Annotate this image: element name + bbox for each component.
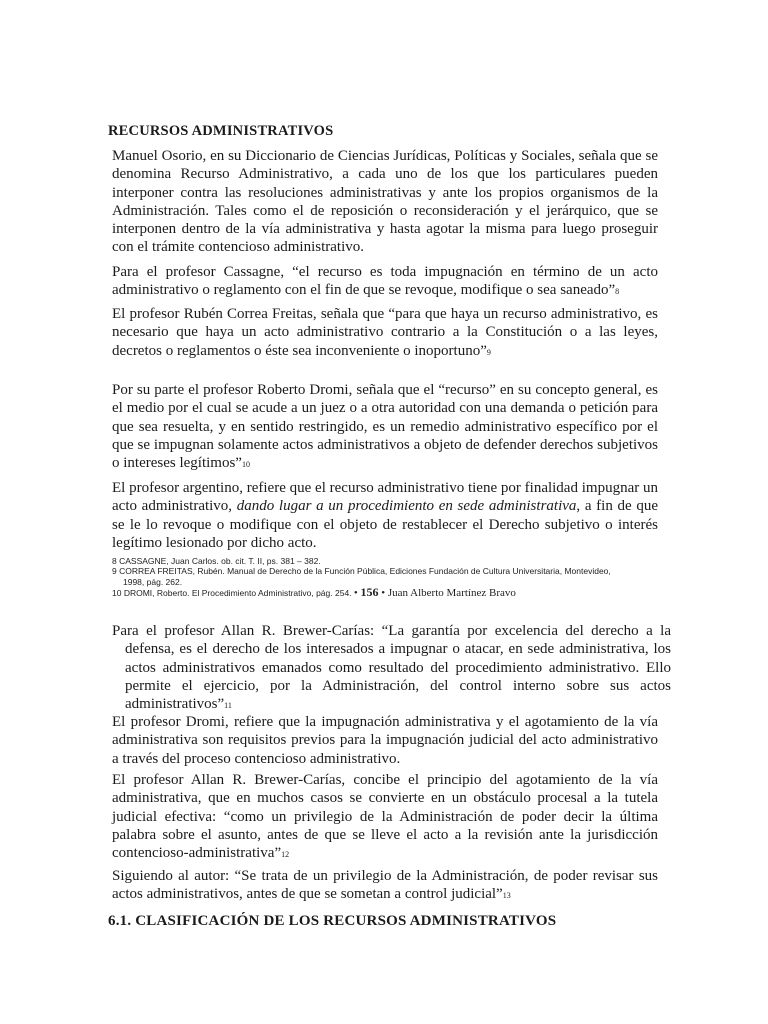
paragraph-osorio bbox=[112, 147, 658, 257]
paragraph-correa-freitas bbox=[112, 305, 658, 362]
running-footer: • Juan Alberto Martínez Bravo bbox=[381, 587, 516, 599]
paragraph-dromi-impugnacion bbox=[112, 713, 658, 768]
footnote-ref: 8 bbox=[615, 287, 620, 297]
footnote-8: 8 CASSAGNE, Juan Carlos. ob. cit. T. II, ps. 381 – 382. bbox=[112, 556, 321, 566]
footnote-text: 1998, pág. 262. bbox=[123, 576, 183, 587]
footnote-ref: 9 bbox=[486, 347, 491, 357]
footnote-ref: 13 bbox=[502, 891, 511, 901]
page-number: 156 bbox=[360, 585, 379, 599]
footnote-ref: 10 bbox=[241, 460, 250, 470]
paragraph-text: Para el profesor Cassagne, “el recurso es toda impugnación en término de un acto administrativo o reglamento con el fin de que se revoque, modifique o sea saneado” bbox=[112, 264, 658, 299]
paragraph-text: Manuel Osorio, en su Diccionario de Ciencias Jurídicas, Políticas y Sociales, señala que se denomina Recurso Administrativo, a cada uno de los que los particulares pueden interponer contra las resoluciones administrativas y ante los propios organismos de la Administración. Tales como el de reposición o reconsideración y el jerárquico, que se interponen dentro de la vía administrativa y hasta agotar la misma para luego proseguir con el trámite contencioso administrativo. bbox=[112, 148, 658, 256]
paragraph-siguiendo bbox=[112, 867, 658, 906]
paragraph-text: Siguiendo al autor: “Se trata de un privilegio de la Administración, de poder revisar sus actos administrativos, antes de que se sometan a control judicial” bbox=[112, 868, 658, 903]
page-footer bbox=[354, 587, 516, 599]
paragraph-dromi bbox=[112, 381, 658, 474]
footnote-ref: 11 bbox=[224, 701, 232, 711]
footnote-text: 9 CORREA FREITAS, Rubén. Manual de Derecho de la Función Pública, Ediciones Fundación de Cultura Universitaria, Montevideo, bbox=[112, 566, 611, 576]
paragraph-brewer-carias-1 bbox=[112, 622, 671, 715]
paragraph-text: El profesor Allan R. Brewer-Carías, concibe el principio del agotamiento de la vía administrativa, que en muchos casos se convierte en un obstáculo procesal a la tutela judicial efectiva: “como un privilegio de la Administración de poder decir la última palabra sobre el asunto, antes de que se lleve el acto a la revisión ante la jurisdicción contencioso-administrativa” bbox=[112, 772, 658, 862]
section-heading: RECURSOS ADMINISTRATIVOS bbox=[108, 123, 334, 139]
section-heading-6-1: 6.1. CLASIFICACIÓN DE LOS RECURSOS ADMINISTRATIVOS bbox=[108, 913, 557, 929]
footnote-ref: 12 bbox=[281, 850, 290, 860]
paragraph-emphasis: dando lugar a un procedimiento en sede administrativa bbox=[236, 498, 577, 515]
paragraph-text: El profesor Rubén Correa Freitas, señala que “para que haya un recurso administrativo, es necesario que haya un acto administrativo contrario a la Constitución o a las leyes, decretos o reglamentos o éste sea inconveniente o inoportuno” bbox=[112, 306, 658, 359]
paragraph-text: , a fin de que se le lo revoque o modifique con el objeto de restablecer el Derecho subjetivo o interés legítimo lesionado por dicho acto. bbox=[112, 498, 658, 551]
paragraph-brewer-carias-2 bbox=[112, 771, 658, 864]
paragraph-text: Para el profesor Allan R. Brewer-Carías: “La garantía por excelencia del derecho a la defensa, es el derecho de los interesados a impugnar o atacar, en sede administrativa, los actos administrativos emanados como resultado del procedimiento administrativo. Ello permite el ejercicio, por la Administración, del control interno sobre sus actos administrativos” bbox=[112, 623, 671, 713]
paragraph-text: El profesor argentino, refiere que el recurso administrativo tiene por finalidad impugnar un acto administrativo, bbox=[112, 480, 658, 515]
paragraph-cassagne bbox=[112, 263, 658, 302]
footnote-text: 10 DROMI, Roberto. El Procedimiento Administrativo, pág. 254. bbox=[112, 588, 352, 598]
footnote-9 bbox=[112, 566, 672, 587]
footnote-10 bbox=[112, 587, 672, 599]
paragraph-text: El profesor Dromi, refiere que la impugnación administrativa y el agotamiento de la vía administrativa son requisitos previos para la impugnación judicial del acto administrativo a través del proceso contencioso administrativo. bbox=[112, 714, 658, 767]
bullet: • bbox=[353, 587, 358, 599]
paragraph-argentino bbox=[112, 479, 658, 552]
paragraph-text: Por su parte el profesor Roberto Dromi, señala que el “recurso” en su concepto general, es el medio por el cual se acude a un juez o a otra autoridad con una demanda o petición para que sea resuelta, y en sentido restringido, es un remedio administrativo específico por el que se impugnan solamente actos administrativos a objeto de defender derechos subjetivos o intereses legítimos” bbox=[112, 382, 658, 472]
